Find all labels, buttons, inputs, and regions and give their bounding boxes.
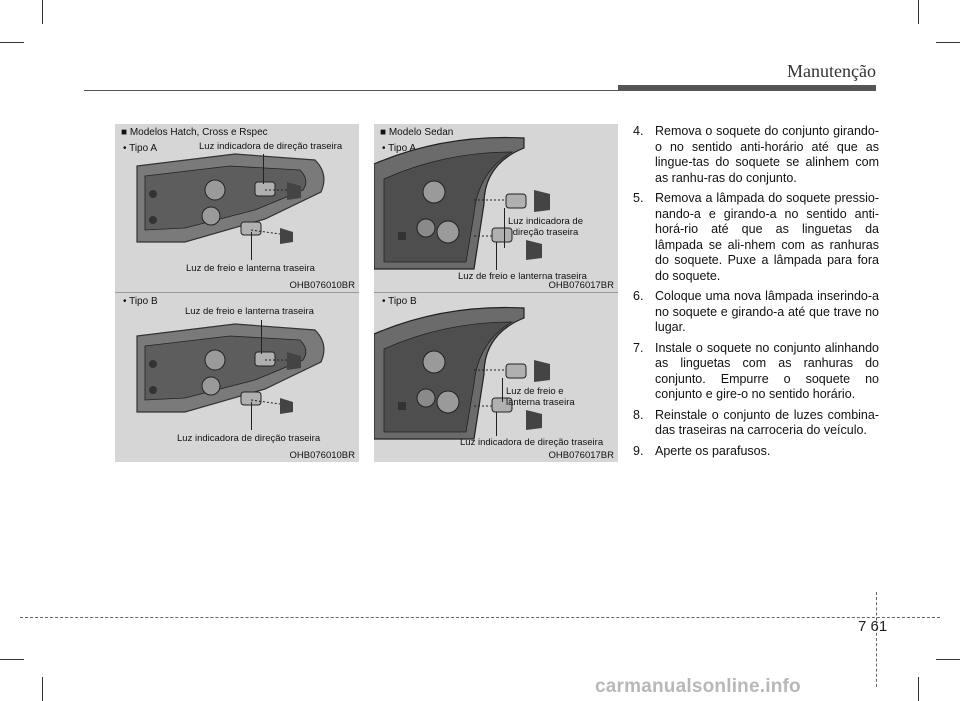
figure-panel-sedan	[374, 124, 618, 462]
crop-mark	[42, 677, 43, 701]
leader-line	[261, 320, 262, 354]
figure-panel-hatch	[115, 124, 359, 462]
step-text: Aperte os parafusos.	[655, 443, 771, 458]
figure-code: OHB076010BR	[289, 280, 355, 291]
callout-brake-light: Luz de freio e lanterna traseira	[186, 263, 315, 274]
figure-code: OHB076017BR	[548, 450, 614, 461]
step-number: 7.	[633, 340, 644, 355]
step-number: 6.	[633, 289, 644, 303]
instruction-step	[633, 341, 879, 403]
instruction-step	[633, 191, 879, 284]
crop-mark	[42, 0, 43, 24]
type-a-label: • Tipo A	[382, 143, 417, 154]
instruction-step	[633, 444, 879, 460]
step-text: Remova o soquete do conjunto girando-o no sentido anti-horário até que as lingue-tas do soquete se alinhem com as ranhu-ras do conjunto.	[655, 124, 879, 185]
footer-vertical-rule	[876, 592, 877, 687]
leader-line	[502, 378, 503, 402]
step-number: 4.	[633, 124, 644, 138]
figure-heading: ■ Modelo Sedan	[380, 127, 454, 138]
type-a-label: • Tipo A	[123, 143, 158, 154]
instruction-list	[633, 124, 879, 464]
step-text: Remova a lâmpada do soquete pressio-nando-a e girando-a no sentido anti-horá-rio até que as linguetas da lâmpada se ali-nhem com as ranhuras do soquete. Puxe a lâmpada para fora do soquete.	[655, 191, 879, 283]
leader-line	[496, 412, 497, 436]
crop-mark	[0, 659, 24, 660]
page-number: 7 61	[858, 618, 888, 635]
step-number: 8.	[633, 407, 644, 422]
callout-turn-signal: Luz indicadora de direção traseira	[460, 437, 604, 448]
crop-mark	[936, 659, 960, 660]
crop-mark	[918, 677, 919, 701]
figure-heading: ■ Modelos Hatch, Cross e Rspec	[121, 127, 268, 138]
step-text: Coloque uma nova lâmpada inserindo-a no soquete e girando-a até que trave no lugar.	[655, 289, 879, 334]
footer-rule	[20, 617, 940, 618]
callout-turn-signal: Luz indicadora de direção traseira	[199, 141, 343, 152]
tail-lamp-illustration-b	[115, 124, 359, 462]
crop-mark	[0, 42, 24, 43]
figure-code: OHB076010BR	[289, 450, 355, 461]
callout-brake-light: Luz de freio e lanterna traseira	[185, 306, 314, 317]
watermark: carmanualsonline.info	[595, 676, 801, 697]
leader-line	[251, 402, 252, 430]
page-header-title: Manutenção	[787, 61, 876, 81]
callout-line: direção traseira	[512, 227, 579, 238]
step-text: Instale o soquete no conjunto alinhando as linguetas com as ranhuras do conjunto. Empurre o soquete no conjunto e gire-o no sentido horário.	[655, 340, 879, 401]
step-number: 9.	[633, 443, 644, 458]
step-number: 5.	[633, 191, 644, 205]
instruction-step	[633, 289, 879, 336]
step-text: Reinstale o conjunto de luzes combina-das traseiras na carroceria do veículo.	[655, 407, 879, 437]
callout-line: Luz de freio e	[506, 386, 564, 397]
callout-line: lanterna traseira	[506, 397, 575, 408]
callout-brake-light: Luz de freio e lanterna traseira	[458, 271, 587, 282]
callout-turn-signal: Luz indicadora de direção traseira	[177, 433, 321, 444]
figure-code: OHB076017BR	[548, 280, 614, 291]
type-b-label: • Tipo B	[382, 296, 417, 307]
instruction-step	[633, 408, 879, 439]
type-b-label: • Tipo B	[123, 296, 158, 307]
crop-mark	[918, 0, 919, 24]
callout-brake-light	[506, 386, 575, 408]
crop-mark	[936, 42, 960, 43]
instruction-step	[633, 124, 879, 186]
header-bar	[618, 85, 876, 91]
callout-line: Luz indicadora de	[508, 216, 583, 227]
